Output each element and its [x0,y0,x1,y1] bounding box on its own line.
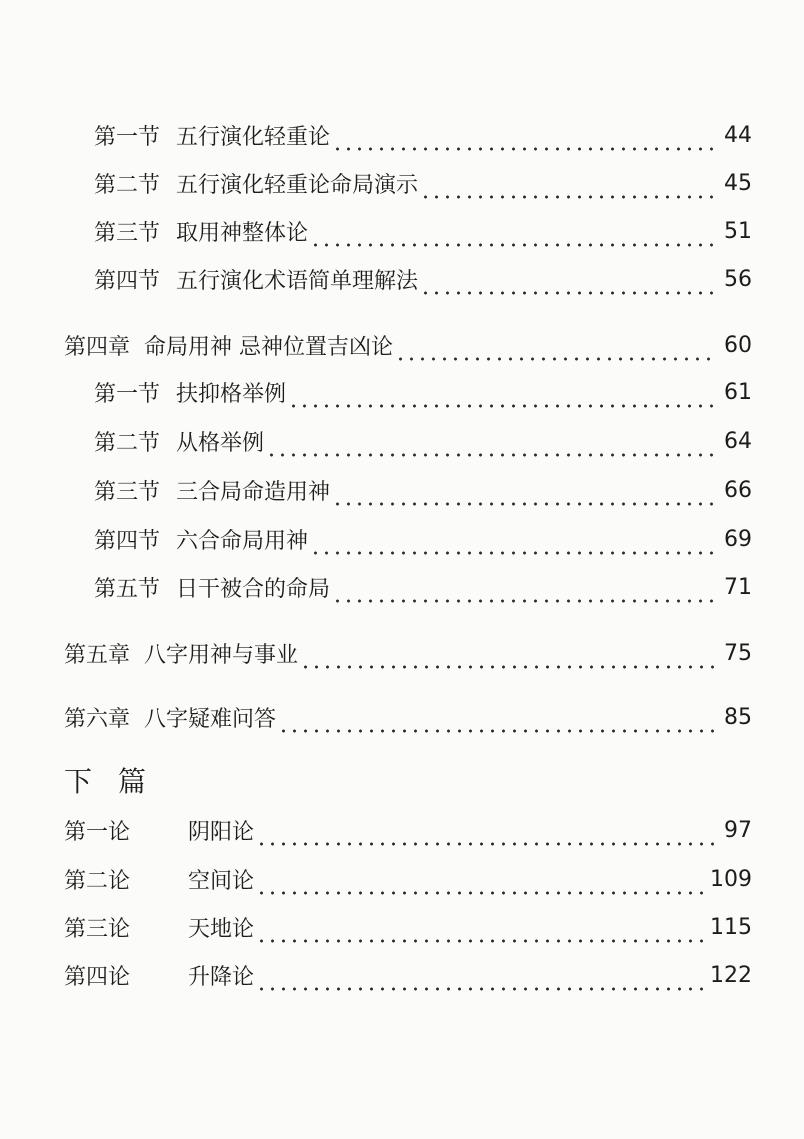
toc-entry[interactable] [94,522,752,556]
entry-page: 45 [724,170,752,196]
entry-title: 日干被合的命局 [176,576,331,602]
entry-page: 61 [724,379,752,405]
dot-leader [310,535,716,556]
toc-entry[interactable] [94,570,752,604]
toc-entry[interactable] [94,473,752,507]
entry-title: 五行演化术语简单理解法 [176,268,419,294]
dot-leader [310,227,716,248]
entry-title: 从格举例 [176,430,265,456]
dot-leader [256,875,704,896]
toc-entry[interactable] [64,813,752,847]
toc-entry[interactable] [64,862,752,896]
dot-leader [256,826,716,847]
toc-chapter-entry[interactable] [64,700,752,734]
chapter-number: 第四章 [64,334,131,360]
entry-title: 天地论 [188,916,255,942]
chapter-number: 第五章 [64,642,131,668]
toc-entry[interactable] [94,214,752,248]
entry-title: 空间论 [188,868,255,894]
entry-page: 44 [724,122,752,148]
dot-leader [332,131,716,152]
toc-entry[interactable] [94,166,752,200]
entry-title: 扶抑格举例 [176,381,287,407]
chapter-title: 八字疑难问答 [144,706,277,732]
entry-number: 第三论 [64,916,131,942]
toc-chapter-entry[interactable] [64,636,752,670]
entry-number: 第三节 [94,479,161,505]
entry-number: 第四节 [94,268,161,294]
part-heading-char: 篇 [118,765,147,798]
entry-number: 第二节 [94,430,161,456]
dot-leader [420,179,716,200]
toc-entry[interactable] [94,118,752,152]
entry-page: 109 [710,866,752,892]
entry-number: 第二节 [94,172,161,198]
dot-leader [332,583,716,604]
entry-page: 64 [724,428,752,454]
dot-leader [420,275,716,296]
entry-title: 五行演化轻重论命局演示 [176,172,419,198]
entry-title: 升降论 [188,964,255,990]
chapter-title: 八字用神与事业 [144,642,299,668]
chapter-page: 85 [724,704,752,730]
toc-entry[interactable] [94,262,752,296]
toc-entry[interactable] [64,958,752,992]
entry-number: 第一节 [94,124,161,150]
entry-number: 第四节 [94,528,161,554]
entry-page: 122 [710,962,752,988]
toc-entry[interactable] [94,424,752,458]
dot-leader [300,649,716,670]
entry-title: 六合命局用神 [176,528,309,554]
toc-entry[interactable] [94,375,752,409]
chapter-page: 75 [724,640,752,666]
chapter-page: 60 [724,332,752,358]
entry-page: 56 [724,266,752,292]
part-heading-char: 下 [64,765,93,798]
dot-leader [266,437,716,458]
entry-number: 第一论 [64,819,131,845]
dot-leader [256,923,704,944]
entry-number: 第三节 [94,220,161,246]
entry-title: 阴阳论 [188,819,255,845]
entry-page: 97 [724,817,752,843]
chapter-number: 第六章 [64,706,131,732]
chapter-title: 命局用神 忌神位置吉凶论 [144,334,394,360]
dot-leader [288,388,716,409]
entry-number: 第二论 [64,868,131,894]
entry-page: 115 [710,914,752,940]
entry-title: 取用神整体论 [176,220,309,246]
dot-leader [395,341,716,362]
dot-leader [332,486,716,507]
entry-title: 三合局命造用神 [176,479,331,505]
entry-title: 五行演化轻重论 [176,124,331,150]
entry-number: 第四论 [64,964,131,990]
entry-number: 第一节 [94,381,161,407]
part-heading [64,760,146,800]
entry-page: 51 [724,218,752,244]
toc-chapter-entry[interactable] [64,328,752,362]
entry-page: 71 [724,574,752,600]
entry-number: 第五节 [94,576,161,602]
entry-page: 66 [724,477,752,503]
toc-entry[interactable] [64,910,752,944]
entry-page: 69 [724,526,752,552]
dot-leader [256,971,704,992]
dot-leader [278,713,716,734]
